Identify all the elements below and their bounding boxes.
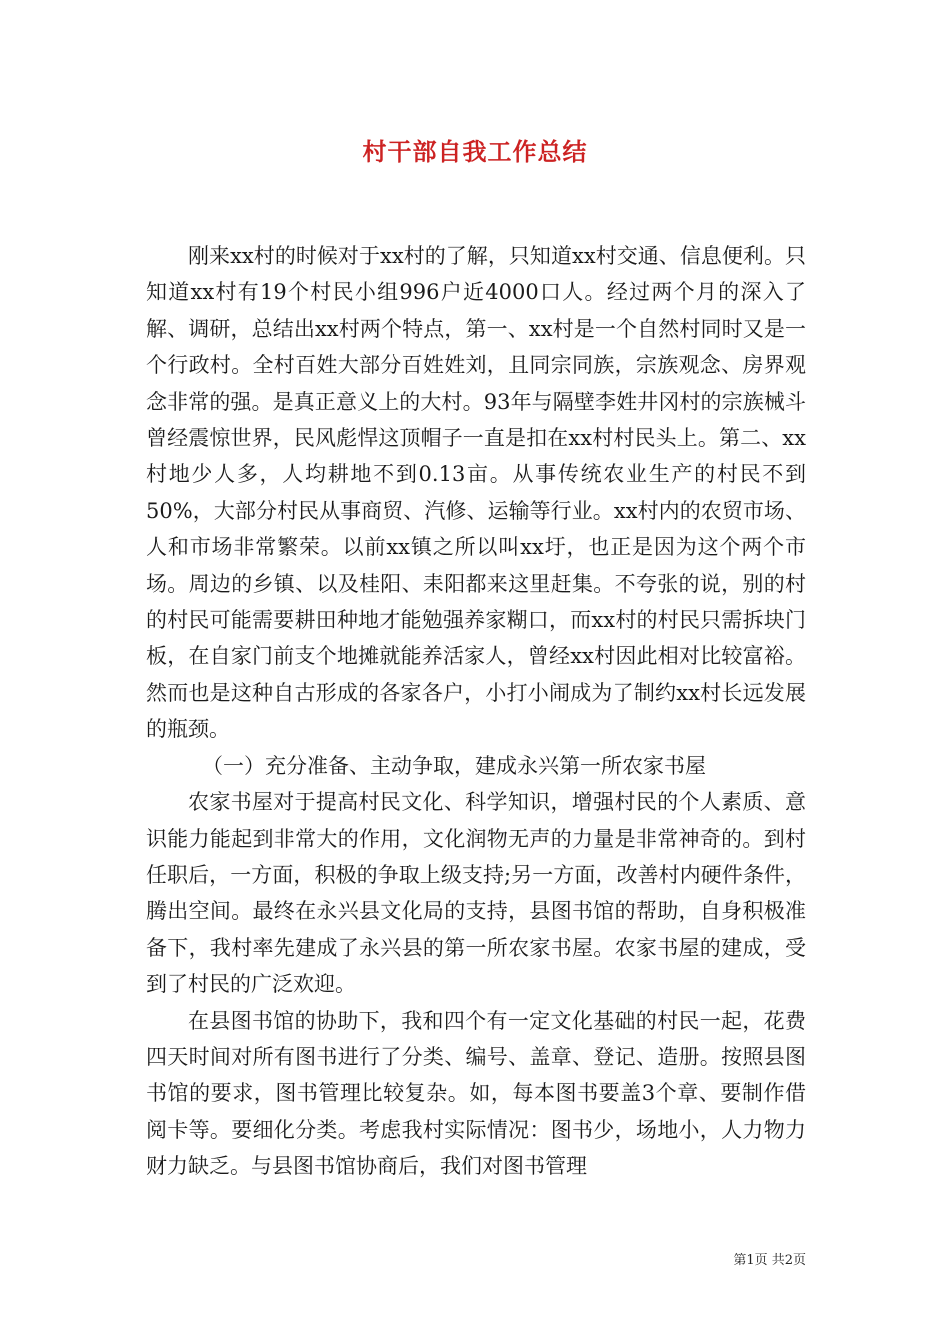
section-heading: （一）充分准备、主动争取，建成永兴第一所农家书屋 — [202, 753, 706, 778]
paragraph-library: 农家书屋对于提高村民文化、科学知识，增强村民的个人素质、意识能力能起到非常大的作用，文化润物无声的力量是非常神奇的。到村任职后，一方面，积极的争取上级支持;另一方面，改善村内硬件条件，腾出空间。最终在永兴县文化局的支持，县图书馆的帮助，自身积极准备下，我村率先建成了永兴县的第一所农家书屋。农家书屋的建成，受到了村民的广泛欢迎。 — [146, 790, 806, 997]
paragraph-intro: 刚来xx村的时候对于xx村的了解，只知道xx村交通、信息便利。只知道xx村有19个村民小组996户近4000口人。经过两个月的深入了解、调研，总结出xx村两个特点，第一、xx村是一个自然村同时又是一个行政村。全村百姓大部分百姓姓刘，且同宗同族，宗族观念、房界观念非常的强。是真正意义上的大村。93年与隔壁李姓井冈村的宗族械斗曾经震惊世界，民风彪悍这顶帽子一直是扣在xx村村民头上。第二、xx村地少人多，人均耕地不到0.13亩。从事传统农业生产的村民不到50%，大部分村民从事商贸、汽修、运输等行业。xx村内的农贸市场、人和市场非常繁荣。以前xx镇之所以叫xx圩，也正是因为这个两个市场。周边的乡镇、以及桂阳、耒阳都来这里赶集。不夸张的说，别的村的村民可能需要耕田种地才能勉强养家糊口，而xx村的村民只需拆块门板，在自家门前支个地摊就能养活家人，曾经xx村因此相对比较富裕。然而也是这种自古形成的各家各户，小打小闹成为了制约xx村长远发展的瓶颈。 — [146, 244, 806, 742]
document-title: 村干部自我工作总结 — [362, 137, 588, 166]
paragraph-management: 在县图书馆的协助下，我和四个有一定文化基础的村民一起，花费四天时间对所有图书进行了分类、编号、盖章、登记、造册。按照县图书馆的要求，图书管理比较复杂。如，每本图书要盖3个章、要制作借阅卡等。要细化分类。考虑我村实际情况：图书少，场地小，人力物力财力缺乏。与县图书馆协商后，我们对图书管理 — [146, 1008, 806, 1179]
page-number: 第1页 共2页 — [733, 1253, 806, 1268]
document-body — [146, 238, 806, 1185]
